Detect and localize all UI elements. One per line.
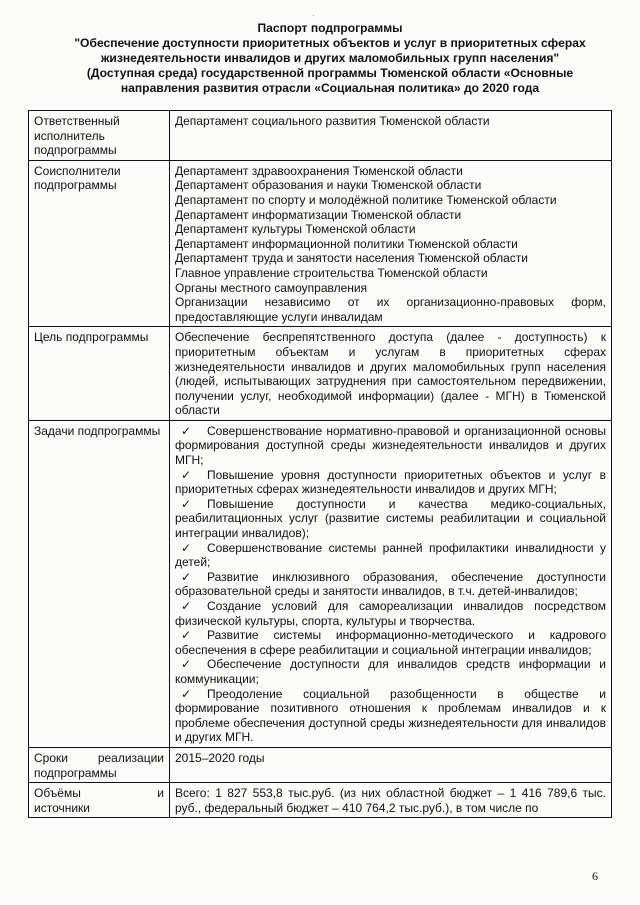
row-responsible <box>29 111 612 161</box>
checkmark-icon: ✓ <box>181 423 192 438</box>
task-text: Обеспечение доступности для инвалидов средств информации и коммуникации; <box>175 657 606 686</box>
task-text: Совершенствование нормативно-правовой и организационной основы формирования доступной среды жизнедеятельности инвалидов и других МГН; <box>175 423 606 468</box>
volumes-label-word: Объёмы <box>34 786 81 801</box>
volumes-value: Всего: 1 827 553,8 тыс.руб. (из них областной бюджет – 1 416 789,6 тыс. руб., федеральный бюджет – 410 764,2 тыс.руб.), в том числе по <box>170 783 612 818</box>
row-volumes <box>29 783 612 818</box>
coexecutor-item: Департамент образования и науки Тюменской области <box>175 178 482 193</box>
tasks-list <box>175 424 606 745</box>
volumes-label-word: и <box>157 786 164 801</box>
page-number: 6 <box>592 869 598 883</box>
row-terms <box>29 747 612 782</box>
goal-value: Обеспечение беспрепятственного доступа (далее - доступность) к приоритетным объектам и услугам в приоритетных сферах жизнедеятельности инвалидов и других маломобильных групп населения (людей, испытывающих затруднения при самостоятельном передвижении, получении услуг, необходимой информации) (далее - МГН) в Тюменской области <box>170 327 612 421</box>
task-text: Создание условий для самореализации инвалидов посредством физической культуры, спорта, культуры и творчества. <box>175 599 606 628</box>
checkmark-icon: ✓ <box>181 569 192 584</box>
goal-label: Цель подпрограммы <box>29 327 170 421</box>
passport-table <box>28 110 612 818</box>
coexecutor-item: Департамент по спорту и молодёжной политике Тюменской области <box>175 192 557 207</box>
task-text: Преодоление социальной разобщенности в обществе и формирование позитивного отношения к проблемам инвалидов и к проблеме обеспечения доступной среды жизнедеятельности для инвалидов и других МГН. <box>175 686 606 745</box>
responsible-label: Ответственный исполнитель подпрограммы <box>29 111 170 161</box>
terms-label-line <box>34 751 164 766</box>
volumes-label <box>29 783 170 818</box>
row-tasks <box>29 420 612 747</box>
coexecutors-value <box>170 160 612 327</box>
terms-label-word: реализации <box>97 750 164 765</box>
terms-value: 2015–2020 годы <box>170 747 612 782</box>
coexecutor-item: Департамент труда и занятости населения Тюменской области <box>175 251 528 266</box>
row-goal <box>29 327 612 421</box>
scan-speck: · <box>312 11 315 20</box>
task-item <box>175 497 606 541</box>
coexecutor-item: Главное управление строительства Тюменской области <box>175 265 488 280</box>
task-text: Повышение уровня доступности приоритетных объектов и услуг в приоритетных сферах жизнедеятельности инвалидов и других МГН; <box>175 467 606 497</box>
task-item <box>175 570 606 599</box>
terms-label-line: подпрограммы <box>34 765 117 780</box>
task-item <box>175 424 606 468</box>
task-text: Повышение доступности и качества медико-социальных, реабилитационных услуг (развитие системы реабилитации и социальной интеграции инвалидов); <box>175 496 606 541</box>
volumes-label-line <box>34 786 164 801</box>
coexecutor-item: Департамент информатизации Тюменской области <box>175 207 462 222</box>
task-text: Развитие системы информационно-методического и кадрового обеспечения в сфере реабилитации и социальной интеграции инвалидов; <box>175 628 606 657</box>
checkmark-icon: ✓ <box>181 467 192 482</box>
coexecutor-item: Органы местного самоуправления <box>175 280 368 295</box>
task-item <box>175 468 606 497</box>
title-line: (Доступная среда) государственной программы Тюменской области «Основные <box>86 66 574 80</box>
title-line: "Обеспечение доступности приоритетных объектов и услуг в приоритетных сферах <box>74 36 586 50</box>
checkmark-icon: ✓ <box>181 599 192 613</box>
volumes-label-line: источники <box>34 800 91 815</box>
page-title <box>40 21 620 96</box>
task-item <box>175 657 606 686</box>
coexecutors-label: Соисполнители подпрограммы <box>29 160 170 327</box>
terms-label-word: Сроки <box>34 750 68 765</box>
coexecutor-item: Департамент информационной политики Тюменской области <box>175 236 518 251</box>
terms-label <box>29 747 170 782</box>
task-text: Совершенствование системы ранней профилактики инвалидности у детей; <box>175 540 606 570</box>
task-item <box>175 628 606 657</box>
task-item <box>175 541 606 570</box>
checkmark-icon: ✓ <box>181 496 192 511</box>
coexecutor-item: Департамент культуры Тюменской области <box>175 222 416 237</box>
tasks-value <box>170 420 612 747</box>
task-item <box>175 687 606 745</box>
coexecutor-item: Организации независимо от их организационно-правовых форм, предоставляющие услуги инвалидам <box>175 295 606 324</box>
task-text: Развитие инклюзивного образования, обеспечение доступности образовательной среды и занятости инвалидов, в т.ч. детей-инвалидов; <box>175 569 606 599</box>
responsible-value: Департамент социального развития Тюменской области <box>170 111 612 161</box>
title-line: жизнедеятельности инвалидов и других маломобильных групп населения" <box>100 51 560 65</box>
title-line: направления развития отрасли «Социальная политика» до 2020 года <box>120 81 540 95</box>
tasks-label: Задачи подпрограммы <box>29 420 170 747</box>
row-coexecutors <box>29 160 612 327</box>
coexecutor-item: Департамент здравоохранения Тюменской области <box>175 163 463 178</box>
checkmark-icon: ✓ <box>181 540 192 555</box>
title-line: Паспорт подпрограммы <box>257 21 403 35</box>
checkmark-icon: ✓ <box>181 657 192 672</box>
task-item <box>175 599 606 628</box>
checkmark-icon: ✓ <box>181 628 192 643</box>
checkmark-icon: ✓ <box>181 686 192 701</box>
